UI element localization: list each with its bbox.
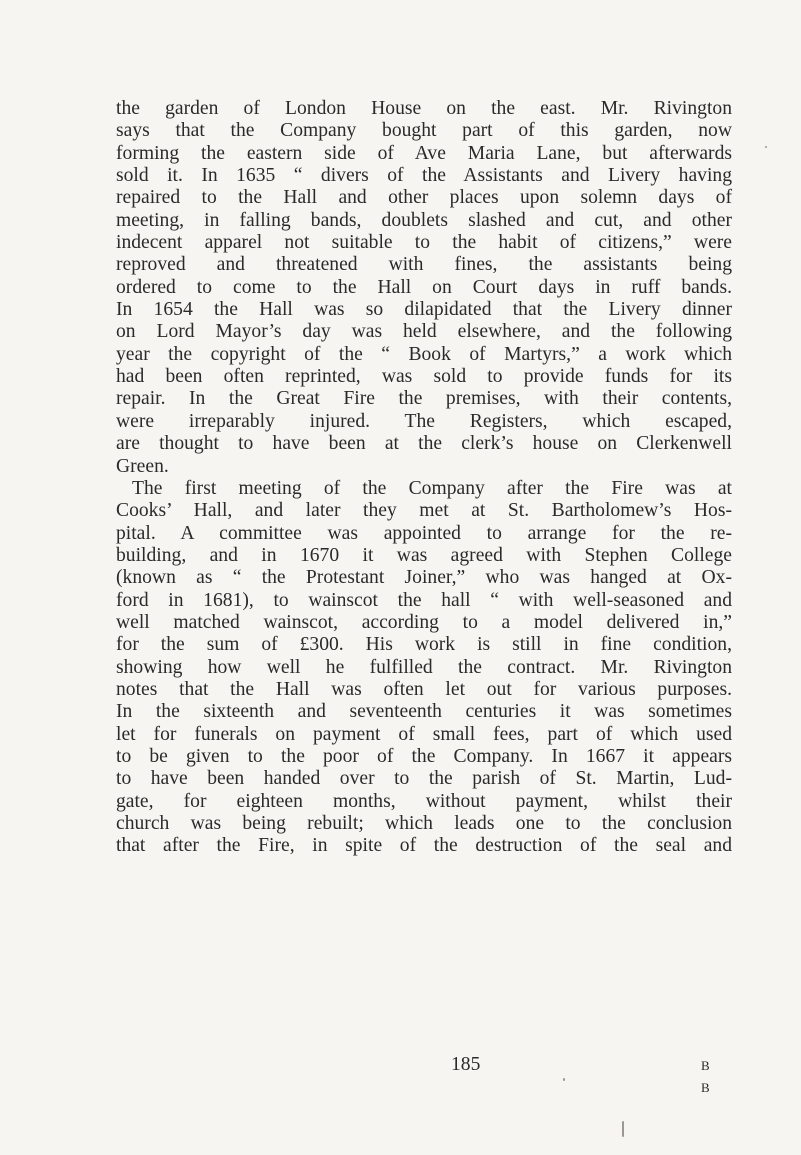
text-line: ford in 1681), to wainscot the hall “ with well-seasoned and <box>116 589 732 611</box>
text-line: The first meeting of the Company after the Fire was at <box>132 477 732 499</box>
text-line: are thought to have been at the clerk’s house on Clerkenwell <box>116 433 732 455</box>
text-line: year the copyright of the “ Book of Martyrs,” a work which <box>116 343 732 365</box>
text-line: repair. In the Great Fire the premises, with their contents, <box>116 388 732 410</box>
margin-speck <box>563 1078 565 1081</box>
text-line: gate, for eighteen months, without payment, whilst their <box>116 790 732 812</box>
text-line: well matched wainscot, according to a model delivered in,” <box>116 611 732 633</box>
text-line: reproved and threatened with fines, the assistants being <box>116 254 732 276</box>
text-line: were irreparably injured. The Registers, which escaped, <box>116 410 732 432</box>
margin-speck <box>765 146 767 148</box>
text-line: to have been handed over to the parish of St. Martin, Lud- <box>116 768 732 790</box>
text-line: forming the eastern side of Ave Maria Lane, but afterwards <box>116 142 732 164</box>
text-line: Green. <box>116 455 169 477</box>
text-line: notes that the Hall was often let out for various purposes. <box>116 678 732 700</box>
text-line: sold it. In 1635 “ divers of the Assistants and Livery having <box>116 165 732 187</box>
text-line: says that the Company bought part of this garden, now <box>116 120 732 142</box>
text-line: building, and in 1670 it was agreed with Stephen College <box>116 544 732 566</box>
text-line: had been often reprinted, was sold to provide funds for its <box>116 366 732 388</box>
text-line: on Lord Mayor’s day was held elsewhere, and the following <box>116 321 732 343</box>
text-line: church was being rebuilt; which leads one to the conclusion <box>116 813 732 834</box>
text-line: indecent apparel not suitable to the habit of citizens,” were <box>116 232 732 254</box>
signature-mark: B B <box>701 1058 714 1095</box>
page-number: 185 <box>451 1054 481 1075</box>
text-line: pital. A committee was appointed to arrange for the re- <box>116 522 732 544</box>
text-line: In 1654 the Hall was so dilapidated that the Livery dinner <box>116 299 732 321</box>
text-line: to be given to the poor of the Company. In 1667 it appears <box>116 745 732 767</box>
text-line: In the sixteenth and seventeenth centuries it was sometimes <box>116 701 732 723</box>
text-line: showing how well he fulfilled the contract. Mr. Rivington <box>116 656 732 678</box>
text-line: that after the Fire, in spite of the destruction of the seal and <box>116 835 732 857</box>
text-line: ordered to come to the Hall on Court days in ruff bands. <box>116 276 732 298</box>
text-line: repaired to the Hall and other places upon solemn days of <box>116 187 732 209</box>
text-line: (known as “ the Protestant Joiner,” who was hanged at Ox- <box>116 567 732 589</box>
text-line: meeting, in falling bands, doublets slashed and cut, and other <box>116 209 732 231</box>
text-line: for the sum of £300. His work is still in fine condition, <box>116 634 732 656</box>
body-text <box>116 98 732 858</box>
text-line: let for funerals on payment of small fees, part of which used <box>116 723 732 745</box>
page-footer <box>116 1053 732 1095</box>
margin-speck <box>622 1121 624 1137</box>
text-line: the garden of London House on the east. Mr. Rivington <box>116 98 732 119</box>
text-line: Cooks’ Hall, and later they met at St. Bartholomew’s Hos- <box>116 500 732 522</box>
